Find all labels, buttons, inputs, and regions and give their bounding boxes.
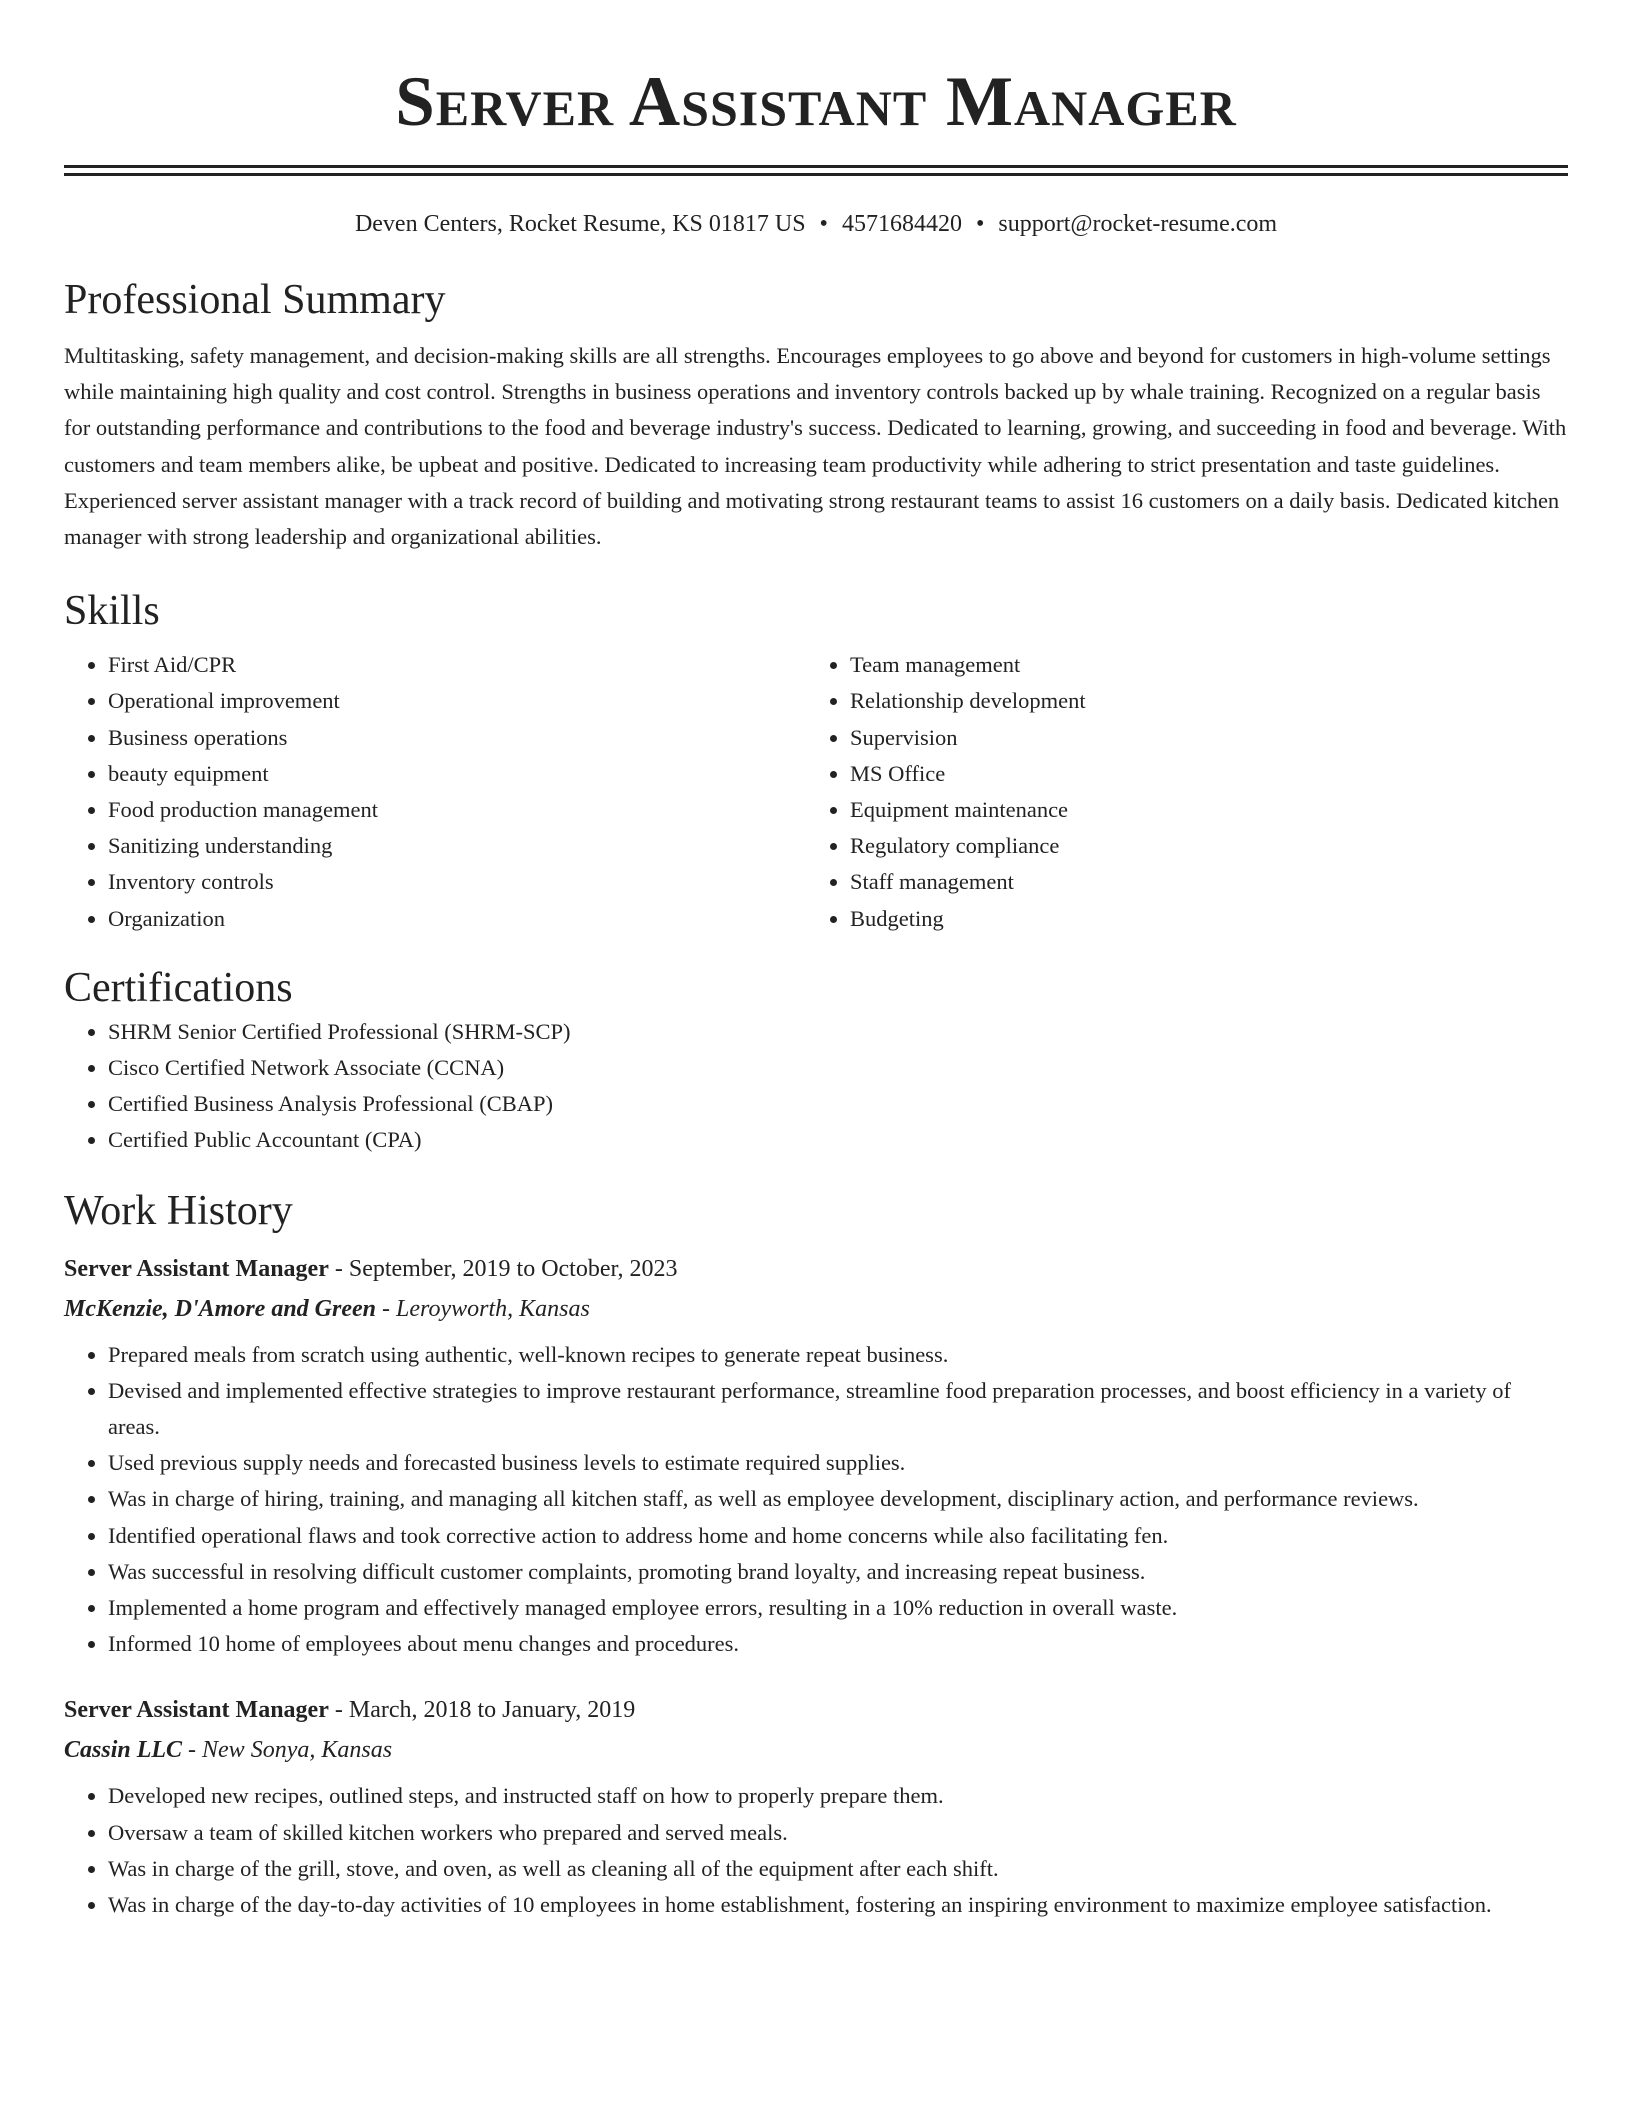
job-duty: • Was successful in resolving difficult customer complaints, promoting brand loyalty, and increasing repeat business. [108,1554,1568,1590]
skills-list-left [64,647,806,937]
job-title: Server Assistant Manager [64,1255,329,1282]
job-title-line [64,1249,1568,1289]
job-dates: - March, 2018 to January, 2019 [328,1697,636,1724]
job-title-line [64,1690,1568,1730]
certification-item: • SHRM Senior Certified Professional (SHRM-SCP) [108,1014,1568,1050]
job-duty: • Used previous supply needs and forecasted business levels to estimate required supplies. [108,1445,1568,1481]
contact-address: Deven Centers, Rocket Resume, KS 01817 US [354,211,806,237]
resume-title: Server Assistant Manager [395,63,1237,141]
skills-grid [64,647,1568,937]
job-duty: • Prepared meals from scratch using authentic, well-known recipes to generate repeat business. [108,1337,1568,1373]
skill-item: • Supervision [850,720,1548,756]
job-dates: - September, 2019 to October, 2023 [328,1255,678,1282]
job-company-line [64,1730,1568,1770]
job-entry [64,1690,1568,1923]
skill-item: • First Aid/CPR [108,647,806,683]
summary-text: Multitasking, safety management, and decision-making skills are all strengths. Encourages employees to go above and beyond for customers in high-volume settings while maintaining high quality and cost control. Strengths in business operations and inventory controls backed up by whale training. Recognized on a regular basis for outstanding performance and contributions to the food and beverage industry's success. Dedicated to learning, growing, and succeeding in food and beverage. With customers and team members alike, be upbeat and positive. Dedicated to increasing team productivity while adhering to strict presentation and taste guidelines. Experienced server assistant manager with a track record of building and motivating strong restaurant teams to assist 16 customers on a daily basis. Dedicated kitchen manager with strong leadership and organizational abilities. [64,343,1567,550]
job-company: McKenzie, D'Amore and Green [64,1295,376,1322]
certifications-list [64,1014,1568,1159]
skill-item: • Sanitizing understanding [108,828,806,864]
job-duty: • Devised and implemented effective strategies to improve restaurant performance, streamline food preparation processes, and boost efficiency in a variety of areas. [108,1373,1568,1445]
job-location: - New Sonya, Kansas [182,1737,393,1764]
certification-item: • Cisco Certified Network Associate (CCNA) [108,1050,1568,1086]
title-divider-bottom [64,173,1568,176]
skill-item: • beauty equipment [108,756,806,792]
job-location: - Leroyworth, Kansas [376,1295,590,1322]
contact-separator: • [819,211,828,237]
skill-item: • Relationship development [850,683,1548,719]
job-entry [64,1249,1568,1663]
certification-item: • Certified Business Analysis Professional (CBAP) [108,1086,1568,1122]
skill-item: • Equipment maintenance [850,792,1548,828]
contact-line [64,209,1568,239]
job-duty: • Oversaw a team of skilled kitchen workers who prepared and served meals. [108,1815,1568,1851]
skill-item: • Operational improvement [108,683,806,719]
skill-item: • Staff management [850,864,1548,900]
contact-separator: • [975,211,985,237]
skill-item: • Budgeting [850,901,1548,937]
certification-item: • Certified Public Accountant (CPA) [108,1122,1568,1158]
job-duty: • Implemented a home program and effectively managed employee errors, resulting in a 10% reduction in overall waste. [108,1590,1568,1626]
job-duty: • Was in charge of hiring, training, and managing all kitchen staff, as well as employee development, disciplinary action, and performance reviews. [108,1481,1568,1517]
skill-item: • Regulatory compliance [850,828,1548,864]
job-duty: • Developed new recipes, outlined steps, and instructed staff on how to properly prepare them. [108,1778,1568,1814]
skill-item: • MS Office [850,756,1548,792]
job-title: Server Assistant Manager [64,1697,329,1724]
certifications-heading: Certifications [64,964,293,1011]
skills-heading: Skills [64,588,160,635]
job-company-line [64,1289,1568,1329]
work-history-heading: Work History [64,1187,293,1234]
skills-list-right [806,647,1548,937]
skill-item: • Organization [108,901,806,937]
skill-item: • Team management [850,647,1548,683]
contact-phone: 4571684420 [841,211,962,237]
skill-item: • Food production management [108,792,806,828]
skills-column-right [806,647,1548,937]
job-duty: • Was in charge of the grill, stove, and oven, as well as cleaning all of the equipment after each shift. [108,1851,1568,1887]
job-duty: • Was in charge of the day-to-day activities of 10 employees in home establishment, fostering an inspiring environment to maximize employee satisfaction. [108,1887,1568,1923]
skill-item: • Inventory controls [108,864,806,900]
skills-column-left [64,647,806,937]
job-duties-list [64,1778,1568,1923]
contact-email: support@rocket-resume.com [998,211,1278,237]
job-duty: • Informed 10 home of employees about menu changes and procedures. [108,1626,1568,1662]
job-duties-list [64,1337,1568,1663]
title-divider-top [64,165,1568,168]
job-duty: • Identified operational flaws and took corrective action to address home and home concerns while also facilitating fen. [108,1518,1568,1554]
job-company: Cassin LLC [64,1737,183,1764]
skill-item: • Business operations [108,720,806,756]
summary-heading: Professional Summary [64,277,446,323]
